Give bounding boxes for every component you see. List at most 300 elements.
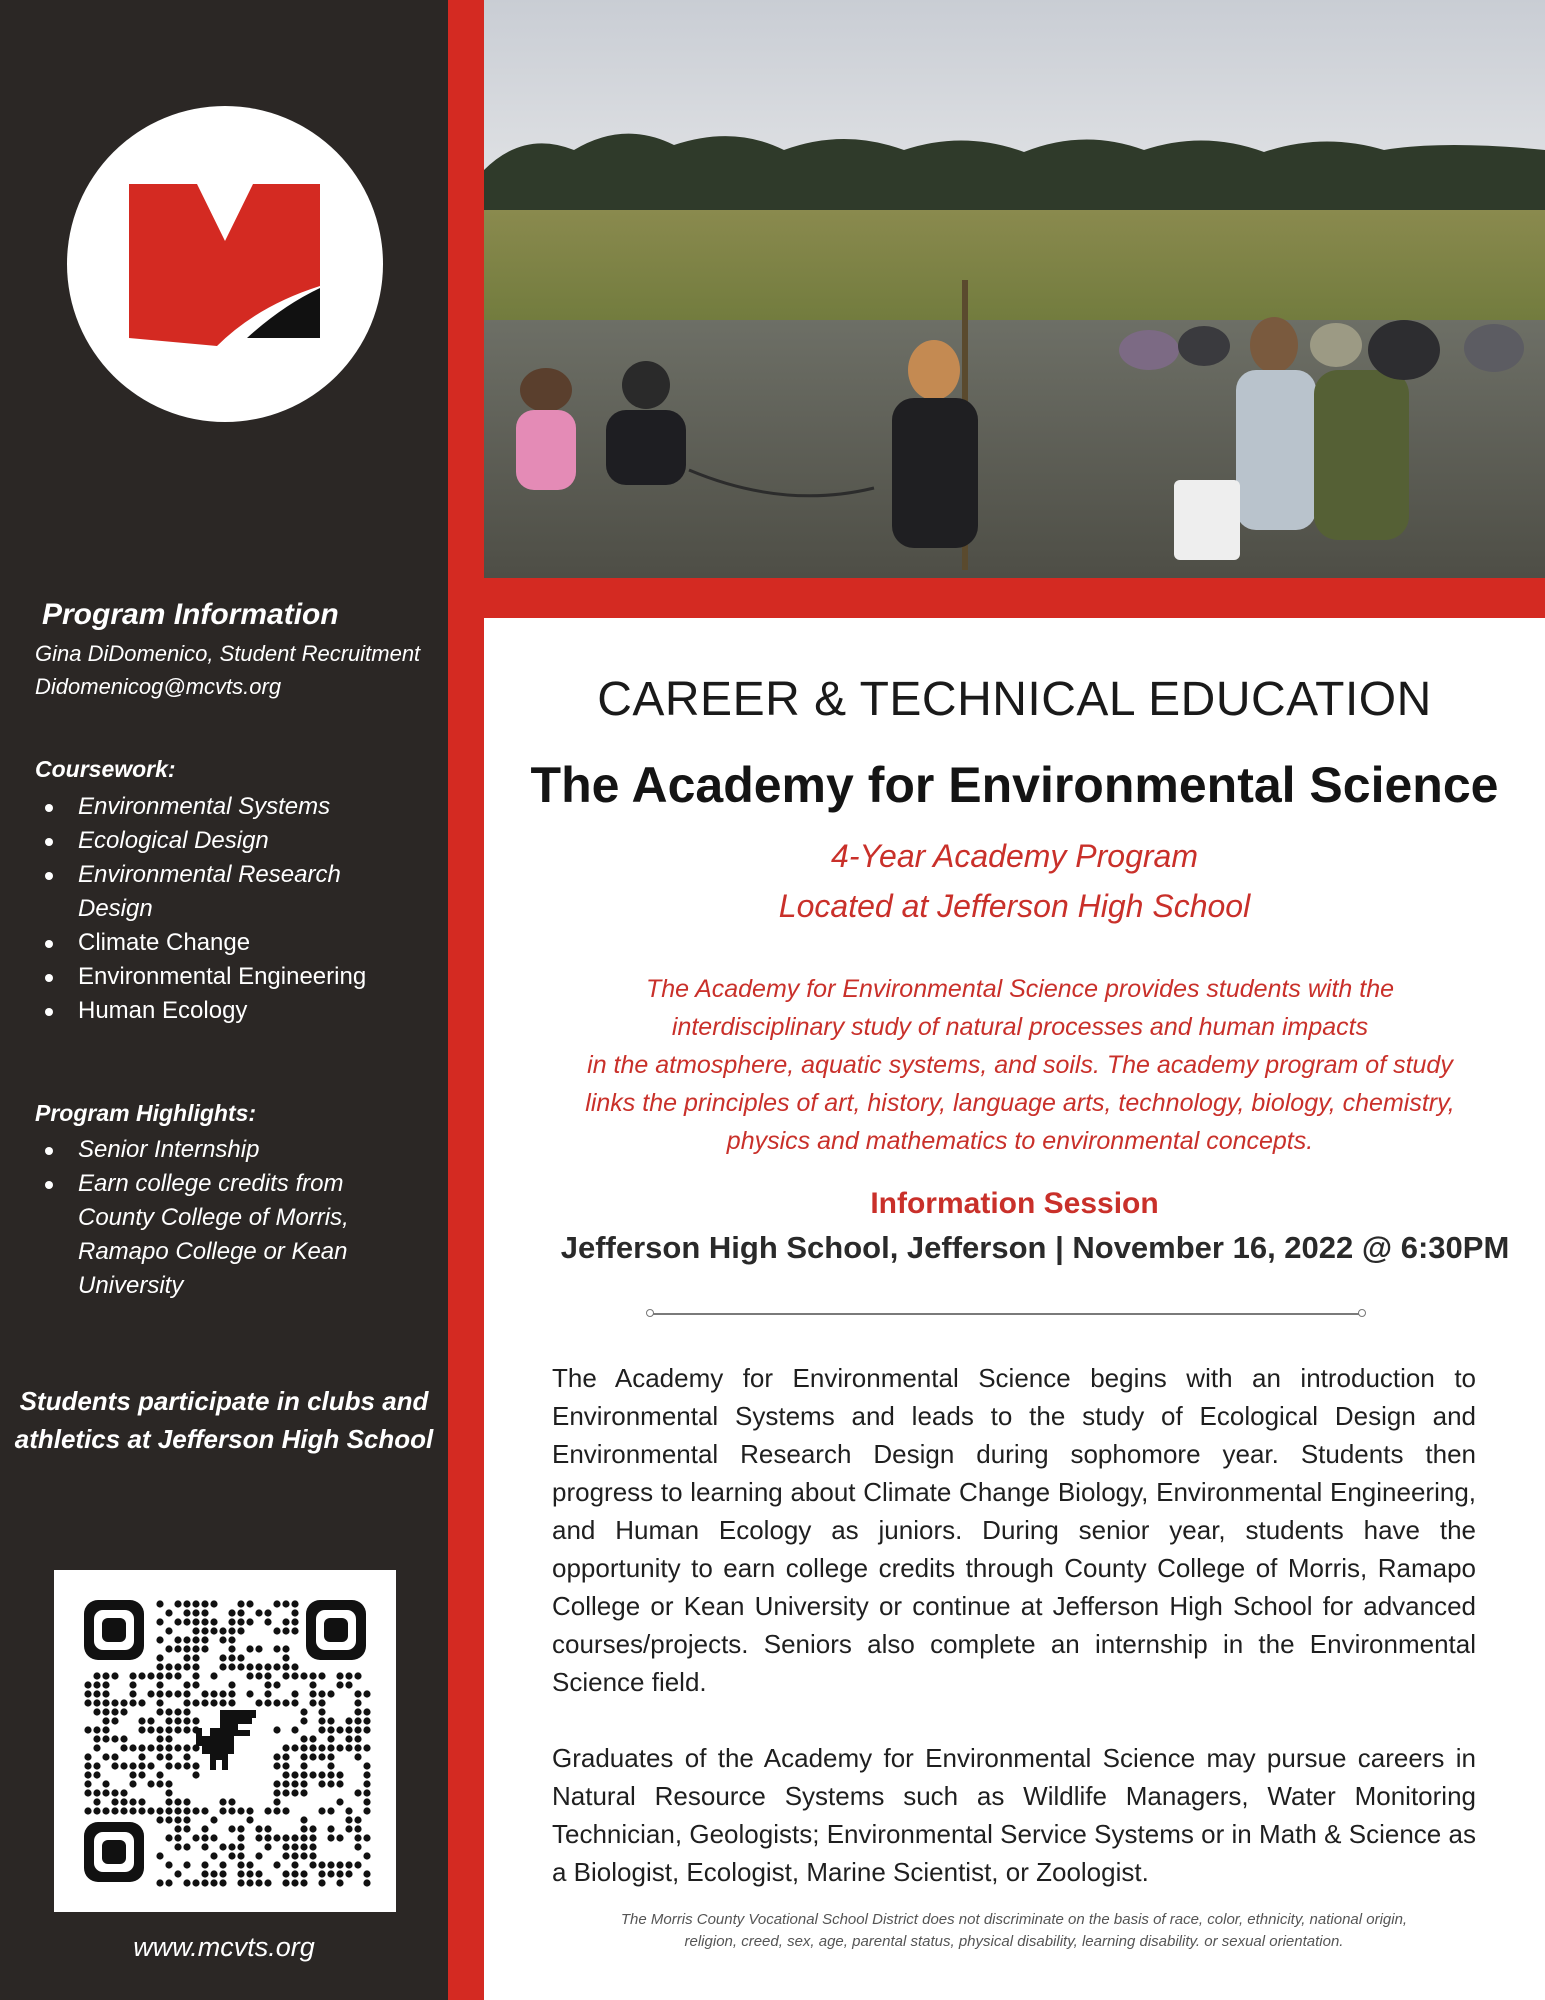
qr-module — [336, 1726, 343, 1733]
qr-module — [120, 1744, 127, 1751]
coursework-list — [35, 790, 435, 1028]
qr-module — [327, 1744, 334, 1751]
qr-module — [174, 1762, 181, 1769]
qr-module — [336, 1771, 343, 1778]
qr-module — [219, 1798, 226, 1805]
qr-module — [147, 1780, 154, 1787]
qr-module — [111, 1807, 118, 1814]
qr-module — [246, 1618, 253, 1625]
description-line: interdisciplinary study of natural processes and human impacts — [671, 1013, 1369, 1041]
qr-module — [282, 1618, 289, 1625]
qr-module — [291, 1879, 298, 1886]
qr-module — [174, 1636, 181, 1643]
qr-module — [228, 1690, 235, 1697]
qr-module — [318, 1780, 325, 1787]
qr-module — [165, 1834, 172, 1841]
qr-module — [183, 1708, 190, 1715]
qr-module — [309, 1771, 316, 1778]
qr-module — [327, 1726, 334, 1733]
qr-module — [192, 1672, 199, 1679]
qr-module — [363, 1744, 370, 1751]
qr-module — [327, 1807, 334, 1814]
qr-module — [120, 1762, 127, 1769]
program-info-heading: Program Information — [42, 598, 339, 631]
qr-module — [156, 1771, 163, 1778]
qr-module — [354, 1744, 361, 1751]
qr-module — [111, 1789, 118, 1796]
qr-module — [327, 1825, 334, 1832]
qr-module — [111, 1753, 118, 1760]
qr-module — [129, 1762, 136, 1769]
qr-module — [201, 1825, 208, 1832]
program-description — [540, 970, 1500, 1160]
qr-module — [363, 1834, 370, 1841]
qr-module — [309, 1825, 316, 1832]
qr-module — [102, 1672, 109, 1679]
qr-module — [318, 1870, 325, 1877]
qr-module — [174, 1672, 181, 1679]
qr-module — [282, 1870, 289, 1877]
qr-module — [300, 1825, 307, 1832]
qr-module — [228, 1645, 235, 1652]
qr-module — [156, 1744, 163, 1751]
qr-module — [156, 1672, 163, 1679]
qr-module — [156, 1816, 163, 1823]
qr-module — [363, 1780, 370, 1787]
qr-module — [201, 1609, 208, 1616]
qr-module — [210, 1852, 217, 1859]
qr-module — [138, 1744, 145, 1751]
qr-module — [192, 1762, 199, 1769]
qr-module — [165, 1879, 172, 1886]
qr-module — [255, 1825, 262, 1832]
qr-module — [84, 1699, 91, 1706]
qr-module — [228, 1699, 235, 1706]
qr-module — [138, 1771, 145, 1778]
clubs-line-2: athletics at Jefferson High School — [14, 1424, 434, 1454]
qr-module — [93, 1699, 100, 1706]
qr-module — [282, 1780, 289, 1787]
qr-module — [309, 1861, 316, 1868]
qr-module — [192, 1834, 199, 1841]
list-item: Earn college credits from County College of Morris, Ramapo College or Kean University — [35, 1167, 365, 1303]
qr-module — [156, 1663, 163, 1670]
qr-module — [282, 1654, 289, 1661]
qr-module — [336, 1870, 343, 1877]
qr-module — [246, 1645, 253, 1652]
qr-module — [282, 1600, 289, 1607]
qr-module — [84, 1681, 91, 1688]
qr-module — [345, 1717, 352, 1724]
qr-module — [138, 1762, 145, 1769]
qr-module — [309, 1699, 316, 1706]
qr-module — [237, 1600, 244, 1607]
qr-module — [300, 1753, 307, 1760]
qr-module — [282, 1645, 289, 1652]
qr-module — [300, 1879, 307, 1886]
qr-module — [174, 1807, 181, 1814]
qr-module — [183, 1636, 190, 1643]
qr-module — [84, 1780, 91, 1787]
qr-module — [282, 1753, 289, 1760]
qr-module — [336, 1834, 343, 1841]
qr-module — [102, 1708, 109, 1715]
qr-module — [363, 1717, 370, 1724]
qr-module — [156, 1654, 163, 1661]
qr-module — [345, 1735, 352, 1742]
list-item: Environmental Systems — [35, 790, 435, 824]
qr-module — [201, 1879, 208, 1886]
qr-module — [93, 1735, 100, 1742]
qr-module — [102, 1690, 109, 1697]
qr-module — [129, 1672, 136, 1679]
qr-module — [192, 1726, 199, 1733]
qr-module — [345, 1816, 352, 1823]
qr-module — [291, 1861, 298, 1868]
qr-module — [111, 1699, 118, 1706]
program-overview-paragraph: The Academy for Environmental Science begins with an introduction to Environmental Systems and leads to the study of Ecological Design and Environmental Research Design during sophomore year. Students then progress to learning about Climate Change Biology, Environmental Engineering, and Human Ecology as juniors. During senior year, students have the opportunity to earn college credits through County College of Morris, Ramapo College or Kean University or continue at Jefferson High School for advanced courses/projects. Seniors also complete an internship in the Environmental Science field. — [552, 1363, 1476, 1697]
qr-module — [165, 1663, 172, 1670]
list-item: Senior Internship — [35, 1133, 365, 1167]
qr-module — [336, 1780, 343, 1787]
qr-module — [354, 1816, 361, 1823]
qr-module — [282, 1672, 289, 1679]
qr-module — [183, 1807, 190, 1814]
qr-module — [228, 1609, 235, 1616]
qr-module — [210, 1690, 217, 1697]
qr-module — [237, 1870, 244, 1877]
qr-module — [120, 1699, 127, 1706]
qr-module — [291, 1744, 298, 1751]
highlights-list — [35, 1133, 365, 1303]
qr-module — [327, 1735, 334, 1742]
qr-module — [291, 1690, 298, 1697]
qr-module — [120, 1798, 127, 1805]
qr-module — [129, 1699, 136, 1706]
qr-module — [246, 1870, 253, 1877]
qr-module — [291, 1789, 298, 1796]
qr-module — [264, 1699, 271, 1706]
qr-module — [228, 1843, 235, 1850]
qr-module — [336, 1672, 343, 1679]
qr-module — [363, 1762, 370, 1769]
qr-module — [183, 1762, 190, 1769]
qr-module — [255, 1870, 262, 1877]
qr-module — [300, 1708, 307, 1715]
qr-module — [201, 1645, 208, 1652]
qr-module — [309, 1681, 316, 1688]
qr-module — [183, 1861, 190, 1868]
qr-module — [327, 1771, 334, 1778]
qr-module — [174, 1825, 181, 1832]
qr-module — [174, 1708, 181, 1715]
qr-module — [93, 1807, 100, 1814]
qr-module — [174, 1816, 181, 1823]
dino-icon — [196, 1710, 256, 1770]
page-title: The Academy for Environmental Science — [530, 757, 1499, 813]
qr-module — [138, 1699, 145, 1706]
qr-module — [354, 1699, 361, 1706]
qr-module — [273, 1726, 280, 1733]
qr-module — [354, 1753, 361, 1760]
qr-module — [300, 1672, 307, 1679]
qr-module — [237, 1807, 244, 1814]
qr-module — [210, 1672, 217, 1679]
qr-module — [138, 1726, 145, 1733]
qr-module — [165, 1690, 172, 1697]
qr-module — [228, 1681, 235, 1688]
qr-module — [183, 1654, 190, 1661]
qr-module — [255, 1645, 262, 1652]
qr-module — [363, 1807, 370, 1814]
qr-module — [156, 1780, 163, 1787]
qr-module — [174, 1870, 181, 1877]
qr-module — [93, 1789, 100, 1796]
qr-module — [237, 1861, 244, 1868]
qr-module — [363, 1798, 370, 1805]
qr-module — [93, 1690, 100, 1697]
qr-module — [264, 1672, 271, 1679]
qr-module — [147, 1807, 154, 1814]
qr-module — [165, 1627, 172, 1634]
qr-module — [156, 1636, 163, 1643]
qr-module — [138, 1717, 145, 1724]
qr-module — [327, 1762, 334, 1769]
qr-module — [210, 1618, 217, 1625]
qr-module — [120, 1735, 127, 1742]
highlights-heading: Program Highlights: — [35, 1100, 257, 1126]
qr-module — [183, 1645, 190, 1652]
qr-module — [354, 1843, 361, 1850]
qr-module — [138, 1672, 145, 1679]
qr-module — [129, 1807, 136, 1814]
qr-module — [354, 1861, 361, 1868]
clubs-line-1: Students participate in clubs and — [19, 1386, 429, 1416]
qr-module — [291, 1672, 298, 1679]
qr-module — [183, 1690, 190, 1697]
qr-module — [273, 1753, 280, 1760]
qr-module — [363, 1870, 370, 1877]
qr-module — [327, 1861, 334, 1868]
qr-module — [318, 1672, 325, 1679]
qr-module — [282, 1879, 289, 1886]
qr-module — [354, 1735, 361, 1742]
careers-paragraph: Graduates of the Academy for Environmental Science may pursue careers in Natural Resource Systems such as Wildlife Managers, Water Monitoring Technician, Geologists; Environmental Service Systems or in Math & Science as a Biologist, Ecologist, Marine Scientist, or Zoologist. — [552, 1743, 1476, 1887]
qr-module — [273, 1861, 280, 1868]
qr-module — [174, 1663, 181, 1670]
qr-module — [246, 1663, 253, 1670]
subtitle-program: 4-Year Academy Program — [831, 838, 1198, 874]
qr-module — [183, 1816, 190, 1823]
qr-module — [282, 1789, 289, 1796]
qr-module — [210, 1627, 217, 1634]
qr-module — [363, 1789, 370, 1796]
qr-module — [246, 1690, 253, 1697]
qr-module — [237, 1654, 244, 1661]
qr-module — [201, 1627, 208, 1634]
list-item: Ecological Design — [35, 824, 435, 858]
qr-module — [183, 1825, 190, 1832]
qr-module — [291, 1609, 298, 1616]
qr-module — [129, 1681, 136, 1688]
qr-module — [156, 1807, 163, 1814]
qr-module — [93, 1726, 100, 1733]
qr-module — [273, 1834, 280, 1841]
qr-module — [345, 1681, 352, 1688]
info-session-details: Jefferson High School, Jefferson | November 16, 2022 @ 6:30PM — [560, 1230, 1510, 1265]
list-item: Climate Change — [35, 926, 435, 960]
qr-module — [246, 1600, 253, 1607]
qr-module — [219, 1870, 226, 1877]
qr-module — [354, 1672, 361, 1679]
qr-module — [129, 1798, 136, 1805]
qr-module — [237, 1843, 244, 1850]
qr-module — [111, 1717, 118, 1724]
qr-module — [228, 1825, 235, 1832]
qr-module — [273, 1699, 280, 1706]
qr-module — [156, 1681, 163, 1688]
qr-module — [93, 1744, 100, 1751]
qr-module — [363, 1690, 370, 1697]
description-line: physics and mathematics to environmental concepts. — [726, 1127, 1314, 1155]
qr-module — [156, 1852, 163, 1859]
qr-module — [273, 1663, 280, 1670]
qr-module — [264, 1843, 271, 1850]
qr-module — [273, 1681, 280, 1688]
qr-module — [183, 1717, 190, 1724]
qr-module — [201, 1861, 208, 1868]
qr-module — [264, 1807, 271, 1814]
qr-code[interactable] — [54, 1570, 396, 1912]
qr-module — [300, 1780, 307, 1787]
qr-module — [210, 1600, 217, 1607]
qr-module — [219, 1690, 226, 1697]
subtitle-location: Located at Jefferson High School — [778, 888, 1251, 924]
qr-module — [345, 1672, 352, 1679]
qr-module — [174, 1618, 181, 1625]
qr-module — [192, 1654, 199, 1661]
qr-module — [273, 1807, 280, 1814]
qr-module — [264, 1825, 271, 1832]
qr-module — [174, 1843, 181, 1850]
disclaimer-line: religion, creed, sex, age, parental status, physical disability, learning disability. or sexual orientation. — [684, 1933, 1344, 1950]
qr-module — [318, 1807, 325, 1814]
qr-module — [318, 1861, 325, 1868]
qr-module — [174, 1726, 181, 1733]
qr-module — [183, 1798, 190, 1805]
qr-module — [354, 1726, 361, 1733]
qr-module — [192, 1744, 199, 1751]
qr-module — [192, 1681, 199, 1688]
qr-module — [336, 1861, 343, 1868]
contact-email[interactable]: Didomenicog@mcvts.org — [35, 674, 282, 699]
qr-module — [201, 1699, 208, 1706]
description-line: The Academy for Environmental Science provides students with the — [645, 975, 1395, 1003]
qr-module — [165, 1798, 172, 1805]
website-url[interactable]: www.mcvts.org — [133, 1932, 315, 1962]
qr-module — [147, 1744, 154, 1751]
qr-module — [156, 1708, 163, 1715]
qr-module — [300, 1852, 307, 1859]
qr-module — [309, 1735, 316, 1742]
qr-module — [363, 1771, 370, 1778]
qr-module — [327, 1780, 334, 1787]
qr-module — [84, 1690, 91, 1697]
qr-module — [201, 1636, 208, 1643]
qr-module — [255, 1663, 262, 1670]
qr-module — [192, 1807, 199, 1814]
qr-module — [300, 1816, 307, 1823]
qr-module — [318, 1771, 325, 1778]
divider-dot — [1358, 1309, 1366, 1317]
qr-module — [318, 1744, 325, 1751]
qr-module — [111, 1708, 118, 1715]
qr-module — [363, 1852, 370, 1859]
qr-module — [111, 1735, 118, 1742]
coursework-heading: Coursework: — [35, 756, 176, 782]
qr-module — [84, 1789, 91, 1796]
qr-module — [282, 1771, 289, 1778]
qr-module — [318, 1726, 325, 1733]
qr-module — [165, 1645, 172, 1652]
mcvts-logo — [67, 106, 383, 422]
qr-module — [354, 1825, 361, 1832]
description-line: in the atmosphere, aquatic systems, and soils. The academy program of study — [587, 1051, 1453, 1079]
qr-module — [291, 1843, 298, 1850]
qr-module — [156, 1600, 163, 1607]
qr-module — [246, 1816, 253, 1823]
qr-module — [102, 1726, 109, 1733]
qr-module — [183, 1699, 190, 1706]
qr-module — [201, 1843, 208, 1850]
qr-module — [300, 1744, 307, 1751]
qr-module — [201, 1807, 208, 1814]
qr-module — [183, 1879, 190, 1886]
qr-module — [237, 1852, 244, 1859]
qr-module — [255, 1834, 262, 1841]
qr-module — [183, 1753, 190, 1760]
qr-module — [300, 1834, 307, 1841]
qr-module — [237, 1879, 244, 1886]
qr-module — [174, 1690, 181, 1697]
qr-module — [156, 1735, 163, 1742]
qr-module — [345, 1744, 352, 1751]
qr-module — [129, 1744, 136, 1751]
qr-module — [318, 1717, 325, 1724]
qr-module — [120, 1807, 127, 1814]
divider — [648, 1313, 1363, 1315]
qr-module — [336, 1798, 343, 1805]
qr-module — [93, 1681, 100, 1688]
qr-module — [84, 1753, 91, 1760]
qr-module — [219, 1879, 226, 1886]
qr-module — [255, 1672, 262, 1679]
qr-module — [210, 1699, 217, 1706]
qr-module — [228, 1798, 235, 1805]
qr-module — [201, 1600, 208, 1607]
qr-module — [102, 1681, 109, 1688]
nondiscrimination-notice — [552, 1909, 1476, 1953]
qr-module — [345, 1825, 352, 1832]
qr-module — [210, 1870, 217, 1877]
qr-module — [246, 1879, 253, 1886]
qr-module — [264, 1690, 271, 1697]
qr-module — [84, 1726, 91, 1733]
qr-module — [228, 1663, 235, 1670]
qr-module — [273, 1780, 280, 1787]
qr-module — [219, 1627, 226, 1634]
qr-module — [111, 1672, 118, 1679]
